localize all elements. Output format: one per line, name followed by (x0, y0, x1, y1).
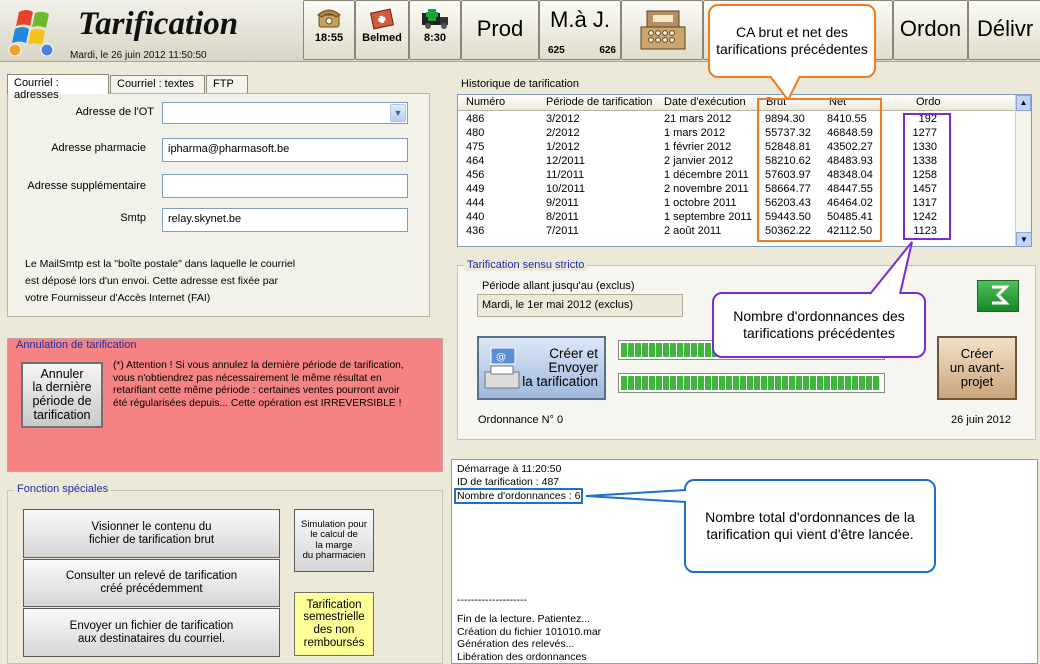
progress-segment (649, 343, 655, 357)
table-cell: 8410.55 (827, 113, 867, 125)
sensu-title: Tarification sensu stricto (464, 259, 587, 271)
table-cell: 436 (466, 225, 485, 237)
cancel-button-line: la dernière (32, 380, 92, 395)
progress-segment (747, 376, 753, 390)
prod-label: Prod (476, 16, 524, 41)
cancel-title: Annulation de tarification (16, 339, 137, 351)
progress-segment (656, 376, 662, 390)
table-cell: 9/2011 (546, 197, 579, 209)
progress-segment (768, 376, 774, 390)
special-functions-panel (7, 483, 443, 664)
extra-address-input[interactable] (162, 174, 408, 198)
table-cell: 1242 (912, 211, 937, 223)
ordonnance-number: Ordonnance N° 0 (478, 414, 564, 426)
progress-bar-2 (618, 373, 885, 393)
smtp-note-line: votre Fournisseur d'Accès Internet (FAI) (25, 292, 211, 304)
progress-segment (663, 376, 669, 390)
progress-segment (663, 343, 669, 357)
until-label: Période allant jusqu'au (exclus) (482, 280, 635, 292)
table-cell: 56203.43 (765, 197, 811, 209)
table-cell: 440 (466, 211, 485, 223)
progress-segment (621, 343, 627, 357)
ambulance-icon (420, 5, 450, 31)
button-line: la marge (315, 539, 353, 551)
current-datetime: Mardi, le 26 juin 2012 11:50:50 (70, 50, 207, 61)
button-line: Envoyer (548, 360, 598, 375)
margin-simulation-button[interactable] (294, 509, 374, 572)
button-line: Créer (960, 345, 994, 361)
table-cell: 12/2011 (546, 155, 585, 167)
progress-segment (719, 376, 725, 390)
table-cell: 192 (918, 113, 937, 125)
log-line: -------------------- (457, 594, 527, 607)
column-header[interactable]: Numéro (466, 96, 506, 108)
progress-segment (733, 376, 739, 390)
table-cell: 1123 (913, 225, 937, 237)
progress-segment (705, 376, 711, 390)
progress-segment (796, 376, 802, 390)
table-cell: 42112.50 (827, 225, 873, 237)
table-cell: 444 (466, 197, 485, 209)
ordon-button[interactable] (893, 0, 968, 60)
progress-segment (677, 376, 683, 390)
table-cell: 1457 (912, 183, 937, 195)
chevron-down-icon[interactable]: ▼ (390, 104, 406, 122)
log-line: Création du fichier 101010.mar (457, 625, 602, 638)
table-cell: 2 janvier 2012 (664, 155, 734, 167)
button-line: Visionner le contenu du (91, 520, 212, 533)
table-cell: 2 août 2011 (664, 225, 722, 237)
progress-segment (873, 376, 879, 390)
progress-segment (789, 376, 795, 390)
progress-segment (691, 343, 697, 357)
page-title: Tarification (78, 6, 239, 42)
progress-segment (670, 376, 676, 390)
progress-segment (775, 376, 781, 390)
progress-segment (845, 376, 851, 390)
table-cell: 1277 (912, 127, 937, 139)
table-cell: 10/2011 (546, 183, 585, 195)
callout-total: Nombre total d'ordonnances de la tarification qui vient d'être lancée. (684, 479, 936, 573)
table-cell: 48447.55 (827, 183, 873, 195)
table-cell: 2 novembre 2011 (664, 183, 749, 195)
cancel-button-line: Annuler (40, 366, 84, 381)
progress-segment (740, 376, 746, 390)
progress-segment (866, 376, 872, 390)
table-cell: 50362.22 (765, 225, 811, 237)
column-header[interactable]: Brut (766, 96, 787, 108)
brut-net-highlight (757, 98, 882, 242)
maj-count-right: 626 (599, 45, 616, 56)
mail-tab-strip (7, 75, 242, 101)
table-cell: 1 mars 2012 (664, 127, 726, 139)
progress-segment (642, 343, 648, 357)
progress-segment (684, 376, 690, 390)
cancel-warning-line: (*) Attention ! Si vous annulez la dernière période de tarification, (113, 360, 404, 371)
cancel-warning-line: été régularisées depuis... Cette opération est IRREVERSIBLE ! (113, 398, 402, 410)
table-cell: 57603.97 (765, 169, 811, 181)
progress-segment (859, 376, 865, 390)
callout-total-pointer (585, 482, 687, 508)
button-line: Consulter un relevé de tarification (65, 570, 238, 583)
cancel-warning-line: retarifiant cette même période : certaines ventes pourront avoir (113, 385, 400, 397)
button-line: Envoyer un fichier de tarification (69, 619, 234, 632)
button-line: Simulation pour (300, 518, 367, 530)
history-scrollbar[interactable] (1015, 95, 1031, 247)
table-cell: 1/2012 (546, 141, 580, 153)
history-header (458, 95, 1015, 111)
progress-segment (705, 343, 711, 357)
table-cell: 3/2012 (546, 113, 580, 125)
ordon-label: Ordon (899, 16, 962, 41)
progress-segment (824, 376, 830, 390)
maj-button[interactable] (539, 0, 621, 60)
column-header[interactable]: Net (829, 96, 847, 108)
tab-ftp[interactable]: FTP (206, 75, 248, 94)
progress-segment (761, 376, 767, 390)
table-cell: 9894.30 (765, 113, 805, 125)
cash-register-button[interactable] (621, 0, 703, 60)
button-line: remboursés (303, 636, 365, 649)
progress-segment (691, 376, 697, 390)
ot-label: Adresse de l'OT (75, 106, 154, 118)
phone-time: 18:55 (314, 32, 344, 44)
progress-segment (810, 376, 816, 390)
progress-segment (656, 343, 662, 357)
button-line: Tarification (306, 598, 362, 611)
scroll-down-icon[interactable]: ▼ (1016, 232, 1032, 247)
button-line: des non (313, 624, 355, 636)
table-cell: 48348.04 (827, 169, 873, 181)
sensu-date: 26 juin 2012 (951, 414, 1011, 426)
smtp-label: Smtp (120, 212, 146, 224)
callout-ordo: Nombre d'ordonnances des tarifications précédentes (712, 292, 926, 358)
progress-segment (852, 376, 858, 390)
ot-select[interactable] (162, 102, 408, 124)
export-green-icon[interactable] (977, 280, 1019, 312)
log-line-highlighted: Nombre d'ordonnances : 6 (454, 488, 583, 504)
delivr-button[interactable] (968, 0, 1040, 60)
consult-statement-button[interactable] (23, 559, 280, 607)
table-cell: 46848.59 (827, 127, 873, 139)
progress-segment (628, 343, 634, 357)
table-cell: 48483.93 (827, 155, 873, 167)
cancel-warning (113, 360, 404, 411)
table-cell: 21 mars 2012 (664, 113, 732, 125)
log-line: Fin de la lecture. Patientez... (457, 613, 591, 626)
table-cell: 43502.27 (827, 141, 873, 153)
table-cell: 8/2011 (546, 211, 579, 223)
create-send-button[interactable] (477, 336, 606, 400)
smtp-note (25, 256, 295, 307)
table-cell: 464 (466, 155, 485, 167)
progress-segment (698, 343, 704, 357)
smtp-note-line: est déposé lors d'un envoi. Cette adresse est fixée par (25, 275, 278, 287)
callout-ca-pointer (760, 76, 820, 100)
belmed-label: Belmed (362, 32, 402, 44)
cash-register-icon (633, 5, 693, 55)
progress-segment (642, 376, 648, 390)
prod-button[interactable] (461, 0, 539, 60)
callout-ca-brut-net: CA brut et net des tarifications précédentes (708, 4, 876, 78)
delivr-label: Délivr (977, 16, 1034, 41)
log-line: Libération des ordonnances (457, 651, 587, 664)
progress-segment (754, 376, 760, 390)
delivery-button[interactable] (409, 0, 461, 60)
callout-ordo-pointer (840, 240, 920, 296)
button-line: projet (960, 374, 994, 390)
button-line: du pharmacien (302, 549, 366, 561)
cancel-warning-line: vous n'obtiendrez pas nécessairement le même résultat en (113, 372, 382, 384)
column-header[interactable]: Ordo (916, 96, 941, 108)
phone-icon (316, 5, 342, 31)
windows-logo-icon (3, 6, 55, 56)
progress-segment (698, 376, 704, 390)
table-cell: 55737.32 (765, 127, 811, 139)
table-cell: 1 octobre 2011 (664, 197, 737, 209)
progress-segment (684, 343, 690, 357)
mail-addresses-panel (7, 93, 430, 317)
progress-fill-2 (621, 376, 882, 393)
table-cell: 486 (466, 113, 485, 125)
pharmacy-label: Adresse pharmacie (51, 142, 146, 154)
table-cell: 475 (466, 141, 485, 153)
table-cell: 58210.62 (765, 155, 811, 167)
table-cell: 58664.77 (765, 183, 811, 195)
log-line: Démarrage à 11:20:50 (457, 463, 562, 475)
button-line: aux destinataires du courriel. (77, 632, 226, 645)
maj-label: M.à J. (550, 7, 610, 32)
progress-segment (831, 376, 837, 390)
table-cell: 1 décembre 2011 (664, 169, 749, 181)
progress-segment (635, 376, 641, 390)
tab-mail-texts[interactable]: Courriel : textes (110, 75, 205, 94)
until-date-field: Mardi, le 1er mai 2012 (exclus) (477, 294, 683, 317)
progress-segment (635, 343, 641, 357)
table-cell: 52848.81 (765, 141, 811, 153)
table-cell: 50485.41 (827, 211, 873, 223)
printer-mail-icon (483, 344, 525, 394)
svg-text:@: @ (496, 352, 506, 363)
column-header[interactable]: Période de tarification (546, 96, 653, 108)
progress-segment (803, 376, 809, 390)
log-line: Génération des relevés... (457, 638, 575, 651)
table-cell: 7/2011 (546, 225, 579, 237)
extra-address-label: Adresse supplémentaire (27, 180, 146, 192)
table-cell: 1 septembre 2011 (664, 211, 752, 223)
semester-tarification-button[interactable] (294, 592, 374, 656)
table-cell: 456 (466, 169, 485, 181)
history-title: Historique de tarification (461, 78, 580, 90)
belmed-button[interactable] (355, 0, 409, 60)
column-header[interactable]: Date d'exécution (664, 96, 746, 108)
table-cell: 59443.50 (765, 211, 811, 223)
cancel-button-line: période de (32, 394, 92, 408)
progress-segment (670, 343, 676, 357)
cancel-last-period-button[interactable] (21, 362, 103, 428)
cancel-button-line: tarification (33, 407, 91, 422)
table-cell: 2/2012 (546, 127, 580, 139)
progress-segment (628, 376, 634, 390)
table-cell: 1 février 2012 (664, 141, 732, 153)
view-raw-file-button[interactable] (23, 509, 280, 558)
button-line: semestrielle (303, 611, 365, 624)
progress-segment (621, 376, 627, 390)
scroll-up-icon[interactable]: ▲ (1016, 95, 1031, 111)
button-line: un avant- (949, 359, 1005, 375)
smtp-input[interactable]: relay.skynet.be (162, 208, 408, 232)
progress-segment (649, 376, 655, 390)
table-cell: 11/2011 (546, 169, 585, 181)
phone-button[interactable] (303, 0, 355, 60)
delivery-time: 8:30 (423, 32, 447, 44)
progress-segment (677, 343, 683, 357)
progress-segment (726, 376, 732, 390)
progress-segment (782, 376, 788, 390)
pharmacy-email-input[interactable]: ipharma@pharmasoft.be (162, 138, 408, 162)
progress-segment (838, 376, 844, 390)
progress-segment (712, 376, 718, 390)
tab-mail-addresses[interactable]: Courriel : adresses (7, 74, 109, 94)
table-cell: 1258 (912, 169, 937, 181)
button-line: le calcul de (310, 529, 358, 541)
table-cell: 1317 (912, 197, 937, 209)
table-cell: 449 (466, 183, 485, 195)
button-line: la tarification (522, 374, 598, 389)
progress-segment (817, 376, 823, 390)
special-title: Fonction spéciales (14, 483, 111, 495)
button-line: fichier de tarification brut (88, 533, 215, 546)
cancel-tarification-panel (7, 338, 443, 472)
medicine-box-icon (368, 5, 396, 31)
send-file-button[interactable] (23, 608, 280, 657)
smtp-note-line: Le MailSmtp est la "boîte postale" dans laquelle le courriel (25, 258, 296, 270)
create-draft-button[interactable] (937, 336, 1017, 400)
log-line: ID de tarification : 487 (457, 475, 560, 488)
table-cell: 480 (466, 127, 485, 139)
table-cell: 46464.02 (827, 197, 873, 209)
table-cell: 1330 (912, 141, 937, 153)
maj-count-left: 625 (548, 45, 565, 56)
ordo-highlight (903, 113, 951, 240)
button-line: créé précédemment (100, 583, 203, 595)
table-cell: 1338 (912, 155, 937, 167)
button-line: Créer et (549, 346, 598, 361)
